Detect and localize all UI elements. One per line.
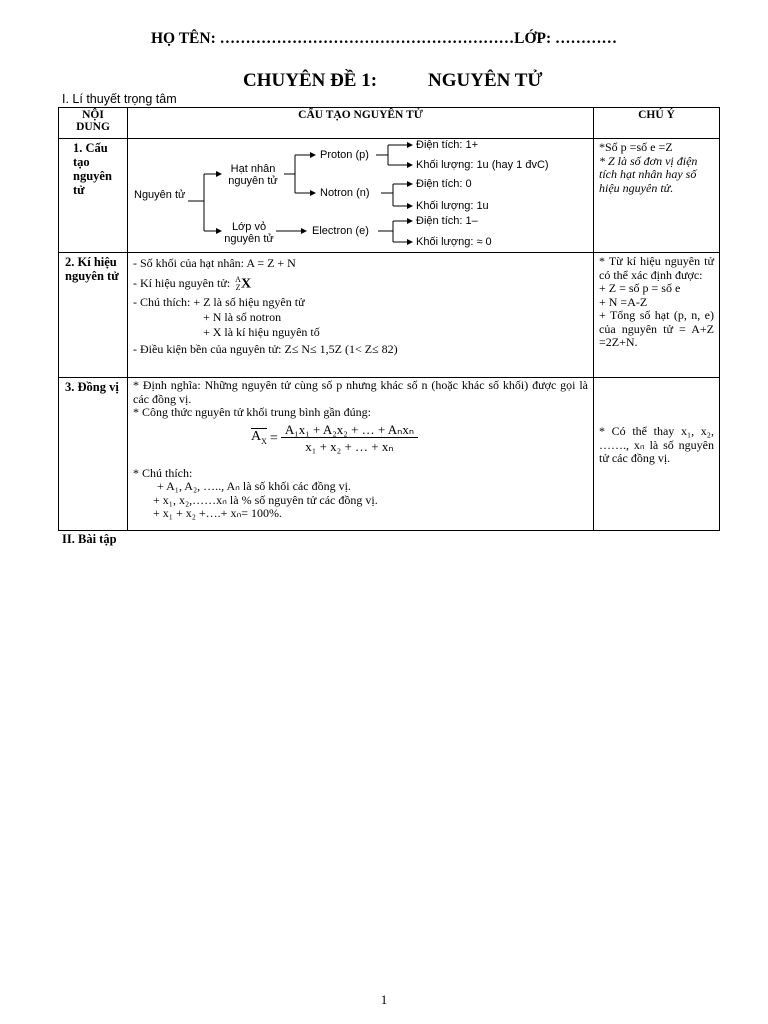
row2-note2: + Z = số p = số e [599, 281, 681, 295]
row3-line6: + x₁ + x₂ +….+ xₙ= 100%. [153, 506, 282, 520]
row1-note2: * Z là số đơn vị điện tích hạt nhân hay số hiệu nguyên tử. [599, 153, 698, 195]
row2-label-cell [59, 253, 128, 378]
diagram-root: Nguyên tử [134, 189, 186, 201]
diagram-proton: Proton (p) [320, 149, 369, 161]
row2-note-cell [594, 253, 720, 378]
section2-heading: II. Bài tập [62, 532, 117, 546]
row2-line6: - Điều kiện bền của nguyên tử: Z≤ N≤ 1,5Z (1< Z≤ 82) [133, 342, 398, 357]
row2-line5: + X là kí hiệu nguyên tố [203, 325, 320, 340]
table-header-row [59, 108, 720, 139]
formula-left [251, 428, 267, 449]
row2-content-cell [128, 253, 594, 378]
class-label: LỚP: ………… [514, 30, 618, 47]
diagram-e-charge: Điện tích: 1– [416, 215, 478, 227]
row3-content-cell [128, 378, 594, 531]
section1-heading: I. Lí thuyết trọng tâm [62, 92, 177, 106]
row3-line5: + x₁, x₂,……xₙ là % số nguyên tử các đồng vị. [153, 492, 378, 507]
student-header [0, 30, 768, 48]
row3-note: * Có thể thay x₁, x₂, ……., xₙ là số nguyên tử các đồng vị. [599, 424, 714, 465]
row2-label: 2. Kí hiệu nguyên tử [65, 255, 119, 283]
row3-line3: * Chú thích: [133, 465, 193, 480]
formula-left-sub: X [261, 436, 267, 446]
header-content: NỘI DUNG [59, 108, 128, 139]
symbol-mass-number: A [235, 275, 241, 285]
row2-note4: + Tổng số hạt (p, n, e) của nguyên tử = A+Z =2Z+N. [599, 308, 714, 349]
row3-label: 3. Đồng vị [65, 380, 119, 394]
formula-denominator: x₁ + x₂ + … + xₙ [305, 439, 394, 454]
row3-note-cell [594, 378, 720, 531]
table-row [59, 378, 720, 531]
diagram-e-mass: Khối lượng: ≈ 0 [416, 236, 492, 248]
row1-label-cell [59, 139, 128, 253]
row3-label-cell [59, 378, 128, 531]
header-note: CHÚ Ý [594, 108, 720, 139]
formula-left-A: A [251, 428, 262, 444]
row2-line3: - Chú thích: + Z là số hiệu ngyên tử [133, 295, 305, 310]
row2-line2: - Kí hiệu nguyên tử: [133, 276, 231, 290]
row1-label: 1. Cấu tạo nguyên tử [73, 141, 112, 197]
row1-diagram-cell [128, 139, 594, 253]
header-structure: CẤU TẠO NGUYÊN TỬ [128, 108, 594, 139]
row3-line4: + A₁, A₂, ….., Aₙ là số khối các đồng vị. [157, 479, 351, 493]
theory-table [58, 107, 720, 531]
formula-numerator: A₁x₁ + A₂x₂ + … + Aₙxₙ [281, 423, 418, 439]
page-number: 1 [380, 992, 388, 1007]
row2-line4: + N là số notron [203, 310, 282, 325]
row2-note3: + N =A-Z [599, 294, 648, 309]
row1-note1: *Số p =số e =Z [599, 140, 673, 154]
title-part1: CHUYÊN ĐỀ 1: [243, 70, 378, 91]
formula-equals: = [269, 430, 278, 446]
row2-note1: * Từ kí hiệu nguyên tử có thể xác định được: [599, 254, 714, 282]
row3-line1: * Định nghĩa: Những nguyên tử cùng số p nhưng khác số n (hoặc khác số khối) được gọi là các đồng vị. [133, 378, 588, 406]
diagram-n-charge: Điện tích: 0 [416, 178, 472, 190]
symbol-atomic-number: Z [235, 283, 241, 293]
diagram-electron: Electron (e) [312, 225, 369, 237]
name-label: HỌ TÊN: ………………………………………………… [150, 30, 515, 47]
row3-line2: * Công thức nguyên tử khối trung bình gần đúng: [133, 405, 371, 419]
diagram-n-mass: Khối lượng: 1u [416, 200, 489, 212]
row2-line2-wrap [133, 272, 588, 295]
diagram-shell: Lớp vỏ nguyên tử [224, 221, 274, 245]
average-mass-formula [133, 423, 588, 467]
diagram-p-mass: Khối lượng: 1u (hay 1 đvC) [416, 159, 549, 171]
table-row [59, 253, 720, 378]
diagram-nucleus: Hạt nhân nguyên tử [228, 163, 278, 187]
symbol-element: X [240, 276, 252, 292]
diagram-neutron: Notron (n) [320, 187, 370, 199]
row2-line1: - Số khối của hạt nhân: A = Z + N [133, 256, 296, 270]
formula-fraction [281, 423, 418, 454]
diagram-p-charge: Điện tích: 1+ [416, 139, 479, 151]
title-part2: NGUYÊN TỬ [428, 70, 543, 91]
row1-note-cell [594, 139, 720, 253]
table-row [59, 139, 720, 253]
atom-structure-diagram [128, 139, 592, 251]
